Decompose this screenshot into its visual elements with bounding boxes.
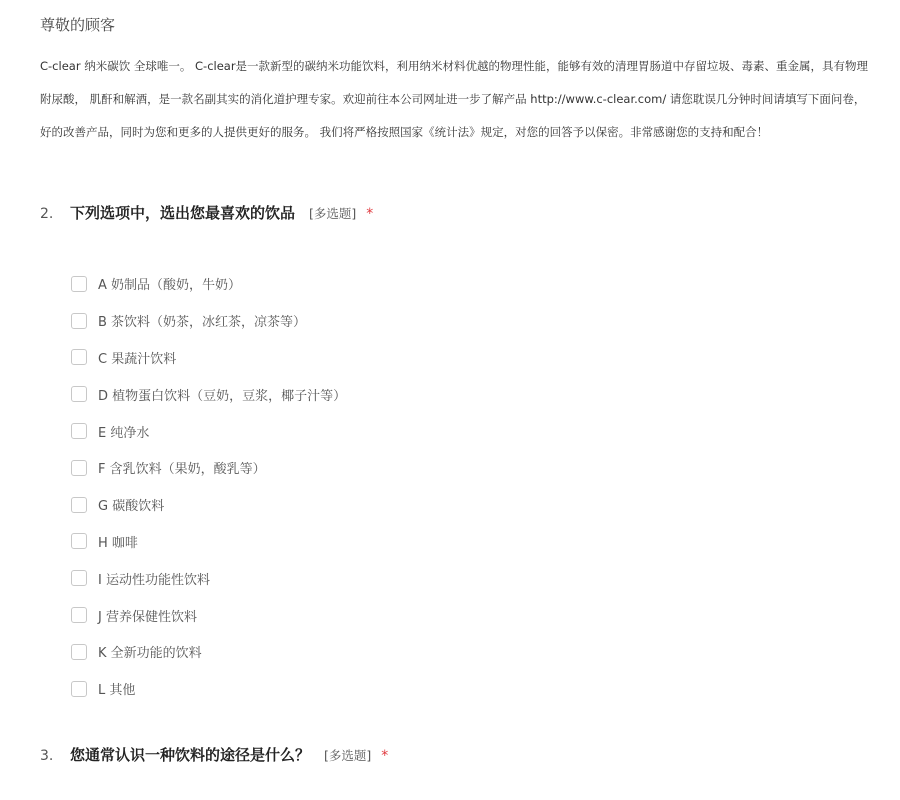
option-label: D 植物蛋白饮料（豆奶，豆浆，椰子汁等）	[98, 388, 347, 404]
option-label: F 含乳饮料（果奶，酸乳等）	[98, 462, 266, 478]
checkbox-icon[interactable]	[71, 349, 87, 365]
question-2-header	[40, 202, 373, 223]
checkbox-icon[interactable]	[71, 533, 87, 549]
option-label: C 果蔬汁饮料	[98, 351, 177, 367]
option-j[interactable]	[71, 605, 346, 642]
required-marker: *	[366, 206, 374, 222]
option-e[interactable]	[71, 421, 346, 458]
option-d[interactable]	[71, 384, 346, 421]
question-2-options	[71, 274, 346, 716]
greeting-heading: 尊敬的顾客	[40, 16, 116, 34]
checkbox-icon[interactable]	[71, 497, 87, 513]
option-label: K 全新功能的饮料	[98, 646, 202, 662]
checkbox-icon[interactable]	[71, 313, 87, 329]
option-a[interactable]	[71, 274, 346, 311]
option-label: J 营养保健性饮料	[98, 609, 197, 625]
option-b[interactable]	[71, 311, 346, 348]
option-f[interactable]	[71, 458, 346, 495]
option-label: H 咖啡	[98, 535, 138, 551]
checkbox-icon[interactable]	[71, 570, 87, 586]
question-number: 3.	[40, 748, 54, 764]
option-h[interactable]	[71, 532, 346, 569]
checkbox-icon[interactable]	[71, 276, 87, 292]
checkbox-icon[interactable]	[71, 460, 87, 476]
question-3-header	[40, 744, 388, 765]
intro-text-line-3: 好的改善产品，同时为您和更多的人提供更好的服务。 我们将严格按照国家《统计法》规定，对您的回答予以保密。非常感谢您的支持和配合！	[40, 125, 769, 139]
checkbox-icon[interactable]	[71, 423, 87, 439]
question-number: 2.	[40, 206, 54, 222]
intro-text-line-1: C-clear 纳米碳饮 全球唯一。 C-clear是一款新型的碳纳米功能饮料，利用纳米材料优越的物理性能，能够有效的清理胃肠道中存留垃圾、毒素、重金属，具有物理	[40, 59, 869, 73]
checkbox-icon[interactable]	[71, 386, 87, 402]
checkbox-icon[interactable]	[71, 607, 87, 623]
option-k[interactable]	[71, 642, 346, 679]
required-marker: *	[381, 748, 389, 764]
option-i[interactable]	[71, 568, 346, 605]
option-g[interactable]	[71, 495, 346, 532]
option-l[interactable]	[71, 679, 346, 716]
option-label: L 其他	[98, 683, 136, 699]
option-label: A 奶制品（酸奶，牛奶）	[98, 278, 242, 294]
option-label: E 纯净水	[98, 425, 150, 441]
checkbox-icon[interactable]	[71, 681, 87, 697]
option-label: G 碳酸饮料	[98, 499, 165, 515]
option-c[interactable]	[71, 348, 346, 385]
question-type-badge: [多选题]	[324, 748, 372, 763]
checkbox-icon[interactable]	[71, 644, 87, 660]
question-type-badge: [多选题]	[309, 206, 357, 221]
intro-text-line-2: 附尿酸， 肌酐和解酒，是一款名副其实的消化道护理专家。欢迎前往本公司网址进一步了解产品 http://www.c-clear.com/ 请您耽误几分钟时间请填写下面问卷，	[40, 92, 866, 106]
question-title: 您通常认识一种饮料的途径是什么？	[70, 746, 311, 764]
option-label: I 运动性功能性饮料	[98, 572, 210, 588]
option-label: B 茶饮料（奶茶，冰红茶，凉茶等）	[98, 315, 307, 331]
question-title: 下列选项中，选出您最喜欢的饮品	[70, 204, 296, 222]
